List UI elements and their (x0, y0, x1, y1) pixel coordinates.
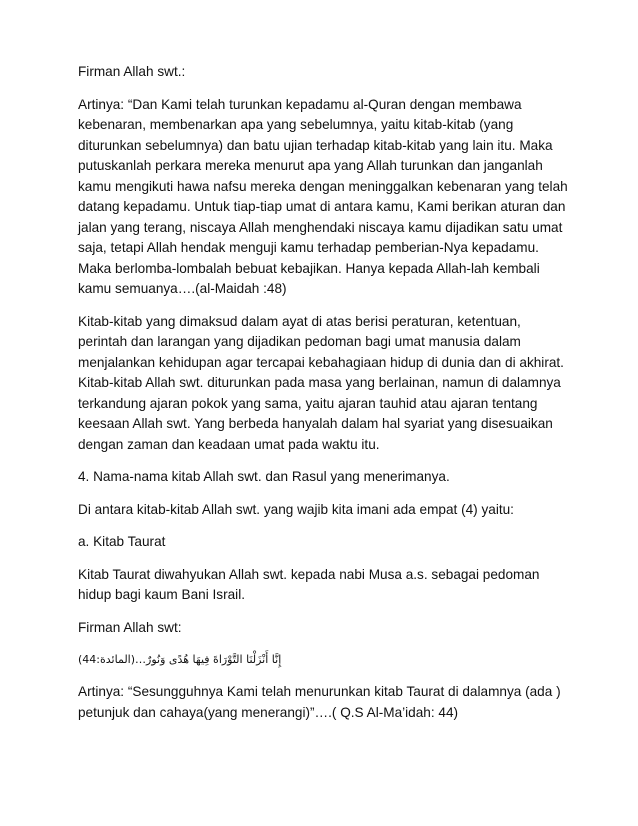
paragraph-translation-maidah-48: Artinya: “Dan Kami telah turunkan kepadamu al-Quran dengan membawa kebenaran, membenarkan apa yang sebelumnya, yaitu kitab-kitab (yang diturunkan sebelumnya) dan batu ujian terhadap kitab-kitab yang lain itu. Maka putuskanlah perkara mereka menurut apa yang Allah turunkan dan janganlah kamu mengikuti hawa nafsu mereka dengan meninggalkan kebenaran yang telah datang kepadamu. Untuk tiap-tiap umat di antara kamu, Kami berikan aturan dan jalan yang terang, niscaya Allah menghendaki niscaya kamu dijadikan satu umat saja, tetapi Allah hendak menguji kamu terhadap pemberian-Nya kepadamu. Maka berlomba-lombalah bebuat kebajikan. Hanya kepada Allah-lah kembali kamu semuanya….(al-Maidah :48) (78, 96, 568, 296)
section-heading-nama-kitab: 4. Nama-nama kitab Allah swt. dan Rasul yang menerimanya. (78, 469, 450, 484)
paragraph-empat-kitab: Di antara kitab-kitab Allah swt. yang wajib kita imani ada empat (4) yaitu: (78, 501, 514, 517)
paragraph-taurat-description: Kitab Taurat diwahyukan Allah swt. kepada nabi Musa a.s. sebagai pedoman hidup bagi kaum Bani Israil. (78, 566, 540, 602)
paragraph-kitab-explanation: Kitab-kitab yang dimaksud dalam ayat di atas berisi peraturan, ketentuan, perintah dan larangan yang dijadikan pedoman bagi umat manusia dalam menjalankan kehidupan agar tercapai kebahagiaan hidup di dunia dan di akhirat. Kitab-kitab Allah swt. diturunkan pada masa yang berlainan, namun di dalamnya terkandung ajaran pokok yang sama, yaitu ajaran tauhid atau ajaran tentang keesaan Allah swt. Yang berbeda hanyalah dalam hal syariat yang disesuaikan dengan zaman dan keadaan umat pada waktu itu. (78, 313, 564, 452)
document-page (78, 62, 568, 735)
subheading-kitab-taurat: a. Kitab Taurat (78, 534, 166, 549)
paragraph-firman-second: Firman Allah swt: (78, 619, 182, 635)
paragraph-firman-intro: Firman Allah swt.: (78, 64, 186, 79)
arabic-verse: إِنَّا أَنْزَلْنَا التَّوْرَاةَ فِيهَا هُدًى وَنُورٌ…(المائدة:44) (78, 653, 282, 666)
paragraph-translation-maidah-44: Artinya: “Sesungguhnya Kami telah menurunkan kitab Taurat di dalamnya (ada ) petunjuk dan cahaya(yang menerangi)”….( Q.S Al-Ma’idah: 44) (78, 684, 561, 720)
